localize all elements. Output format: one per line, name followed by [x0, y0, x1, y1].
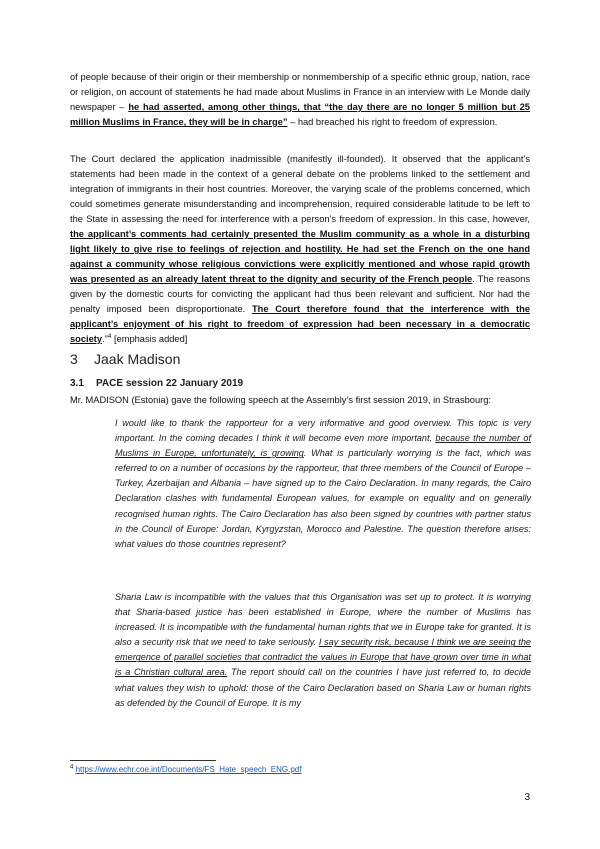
quote-1-text: I would like to thank the rapporteur for a very informative and good overview. This topic is very important. In the coming decades I think it will become even more important,	[115, 418, 531, 444]
paragraph-2-text: The Court declared the application inadmissible (manifestly ill-founded). It observed that the applicant’s statements had been made in the context of a general debate on the problems linked to the settlement and integration of immigrants in their host countries. Moreover, the varying scale of the problems concerned, which could sometimes generate misunderstanding and incomprehension, required considerable latitude to be left to the State in assessing the need for interference with a person’s freedom of expression. In this case, however,	[70, 154, 530, 224]
emphasis-note: [emphasis added]	[111, 334, 188, 344]
subsection-title: PACE session 22 January 2019	[96, 378, 244, 389]
footnote-separator	[70, 760, 216, 761]
paragraph-2-emphasis-2: The Court therefore found that the interference with the applicant’s enjoyment of his right to freedom of expression had been necessary in a democratic society	[70, 304, 530, 344]
footnote	[70, 765, 301, 774]
quote-1-text-end: . What is particularly worrying is the fact, which was referred to on a number of occasions by the rapporteur, that three members of the Council of Europe – Turkey, Azerbaijan and Albania – have signed up to the Cairo Declaration. In many regards, the Cairo Declaration clashes with fundamental European values, for example on equality and on generally recognised human rights. The Cairo Declaration has also been signed by countries with partner status in the Council of Europe: Jordan, Kyrgyzstan, Morocco and Palestine. The question therefore arises: what values do those countries represent?	[115, 448, 532, 549]
quote-2-text-end: The report should call on the countries I have just referred to, to decide what values they wish to uphold: those of the Cairo Declaration based on Sharia Law or human rights as defended by the Council of Europe. It is my	[115, 667, 531, 708]
speech-quote-1	[115, 416, 531, 552]
speech-quote-2	[115, 590, 531, 711]
paragraph-2-text-mid: . The reasons given by the domestic courts for convicting the applicant had thus been relevant and sufficient. Nor had the penalty imposed been disproportionate.	[70, 274, 530, 314]
section-heading	[70, 351, 180, 367]
footnote-link[interactable]: https://www.echr.coe.int/Documents/FS_Hate_speech_ENG.pdf	[75, 765, 302, 774]
paragraph-1	[70, 70, 530, 130]
paragraph-2-close-quote: .”	[102, 334, 108, 344]
subsection-heading	[70, 378, 243, 389]
section-number: 3	[70, 351, 78, 367]
quote-1-emphasis: because the number of Muslims in Europe, unfortunately, is growing	[115, 433, 531, 459]
footnote-reference[interactable]: 4	[107, 332, 112, 340]
speech-intro: Mr. MADISON (Estonia) gave the following speech at the Assembly’s first session 2019, in Strasbourg:	[70, 395, 491, 405]
quote-2-text: Sharia Law is incompatible with the values that this Organisation was set up to protect. It is worrying that Sharia-based justice has been established in Europe, where the number of Muslims has increased. It is incompatible with the fundamental human rights that we in Europe take for granted. It is also a security risk that we need to take seriously.	[115, 592, 531, 648]
subsection-number: 3.1	[70, 378, 84, 389]
footnote-marker: 4	[70, 764, 74, 771]
quote-2-emphasis: I say security risk, because I think we are seeing the emergence of parallel societies that contradict the values in Europe that have grown over time in what is a Christian cultural area.	[115, 637, 531, 678]
paragraph-1-text: of people because of their origin or their membership or nonmembership of a specific ethnic group, nation, race or religion, on account of statements he had made about Muslims in France in an interview with Le Monde daily newspaper –	[70, 72, 530, 112]
paragraph-1-emphasis: he had asserted, among other things, that “the day there are no longer 5 million but 25 million Muslims in France, they will be in charge”	[70, 102, 530, 127]
paragraph-2	[70, 152, 530, 347]
page-number: 3	[524, 792, 530, 803]
section-title: Jaak Madison	[94, 351, 181, 367]
paragraph-2-emphasis-1: the applicant’s comments had certainly presented the Muslim community as a whole in a disturbing light likely to give rise to feelings of rejection and hostility. He had set the French on the one hand against a community whose religious convictions were explicitly mentioned and whose rapid growth was presented as an already latent threat to the dignity and security of the French people	[70, 229, 530, 284]
paragraph-1-text-end: – had breached his right to freedom of expression.	[287, 117, 498, 127]
